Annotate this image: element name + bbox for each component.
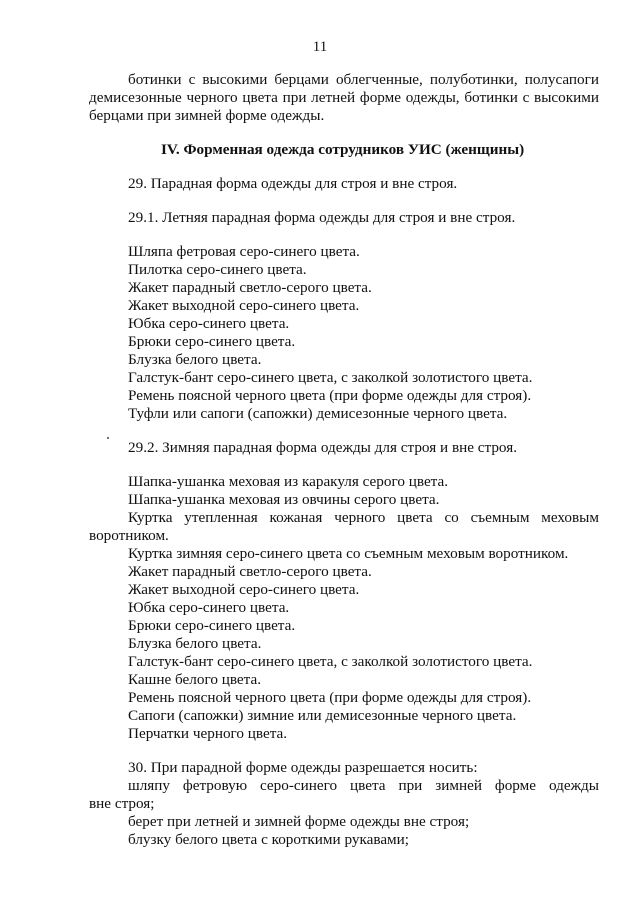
item-29-1: 29.1. Летняя парадная форма одежды для строя и вне строя. [128,209,516,226]
list-item: Сапоги (сапожки) зимние или демисезонные черного цвета. [128,707,517,724]
allowed-line-1: шляпу фетровую серо-синего цвета при зимней форме одежды [128,777,599,794]
allowed-line-2: вне строя; [89,795,155,812]
jacket-line-2: воротником. [89,527,169,544]
list-item: Галстук-бант серо-синего цвета, с заколкой золотистого цвета. [128,369,533,386]
list-item: блузку белого цвета с короткими рукавами; [128,831,410,848]
list-item: Блузка белого цвета. [128,635,262,652]
list-item: Шляпа фетровая серо-синего цвета. [128,243,360,260]
list-item: Брюки серо-синего цвета. [128,333,296,350]
list-item: Жакет выходной серо-синего цвета. [128,297,360,314]
jacket-line-1: Куртка утепленная кожаная черного цвета со съемным меховым [128,509,599,526]
intro-line-1: ботинки с высокими берцами облегченные, полуботинки, полусапоги [128,71,599,88]
list-item: Куртка зимняя серо-синего цвета со съемным меховым воротником. [128,545,569,562]
list-item: берет при летней и зимней форме одежды вне строя; [128,813,470,830]
list-item: Жакет выходной серо-синего цвета. [128,581,360,598]
list-item: Туфли или сапоги (сапожки) демисезонные черного цвета. [128,405,508,422]
list-item: Кашне белого цвета. [128,671,262,688]
list-item: Ремень поясной черного цвета (при форме одежды для строя). [128,689,532,706]
list-item: Галстук-бант серо-синего цвета, с заколкой золотистого цвета. [128,653,533,670]
list-item: Юбка серо-синего цвета. [128,599,290,616]
item-29-2: 29.2. Зимняя парадная форма одежды для строя и вне строя. [128,439,518,456]
list-item: Пилотка серо-синего цвета. [128,261,307,278]
list-item: Жакет парадный светло-серого цвета. [128,279,372,296]
list-item: Перчатки черного цвета. [128,725,288,742]
list-item: Брюки серо-синего цвета. [128,617,296,634]
page-number: 11 [312,39,328,55]
list-item: Шапка-ушанка меховая из каракуля серого цвета. [128,473,449,490]
list-item: Жакет парадный светло-серого цвета. [128,563,372,580]
list-item: Юбка серо-синего цвета. [128,315,290,332]
list-item: Шапка-ушанка меховая из овчины серого цвета. [128,491,440,508]
item-30: 30. При парадной форме одежды разрешается носить: [128,759,478,776]
scan-speck [107,437,109,439]
section-heading: IV. Форменная одежда сотрудников УИС (женщины) [161,141,525,158]
intro-line-2: демисезонные черного цвета при летней форме одежды, ботинки с высокими [89,89,599,106]
item-29: 29. Парадная форма одежды для строя и вне строя. [128,175,458,192]
list-item: Блузка белого цвета. [128,351,262,368]
intro-line-3: берцами при зимней форме одежды. [89,107,325,124]
list-item: Ремень поясной черного цвета (при форме одежды для строя). [128,387,532,404]
